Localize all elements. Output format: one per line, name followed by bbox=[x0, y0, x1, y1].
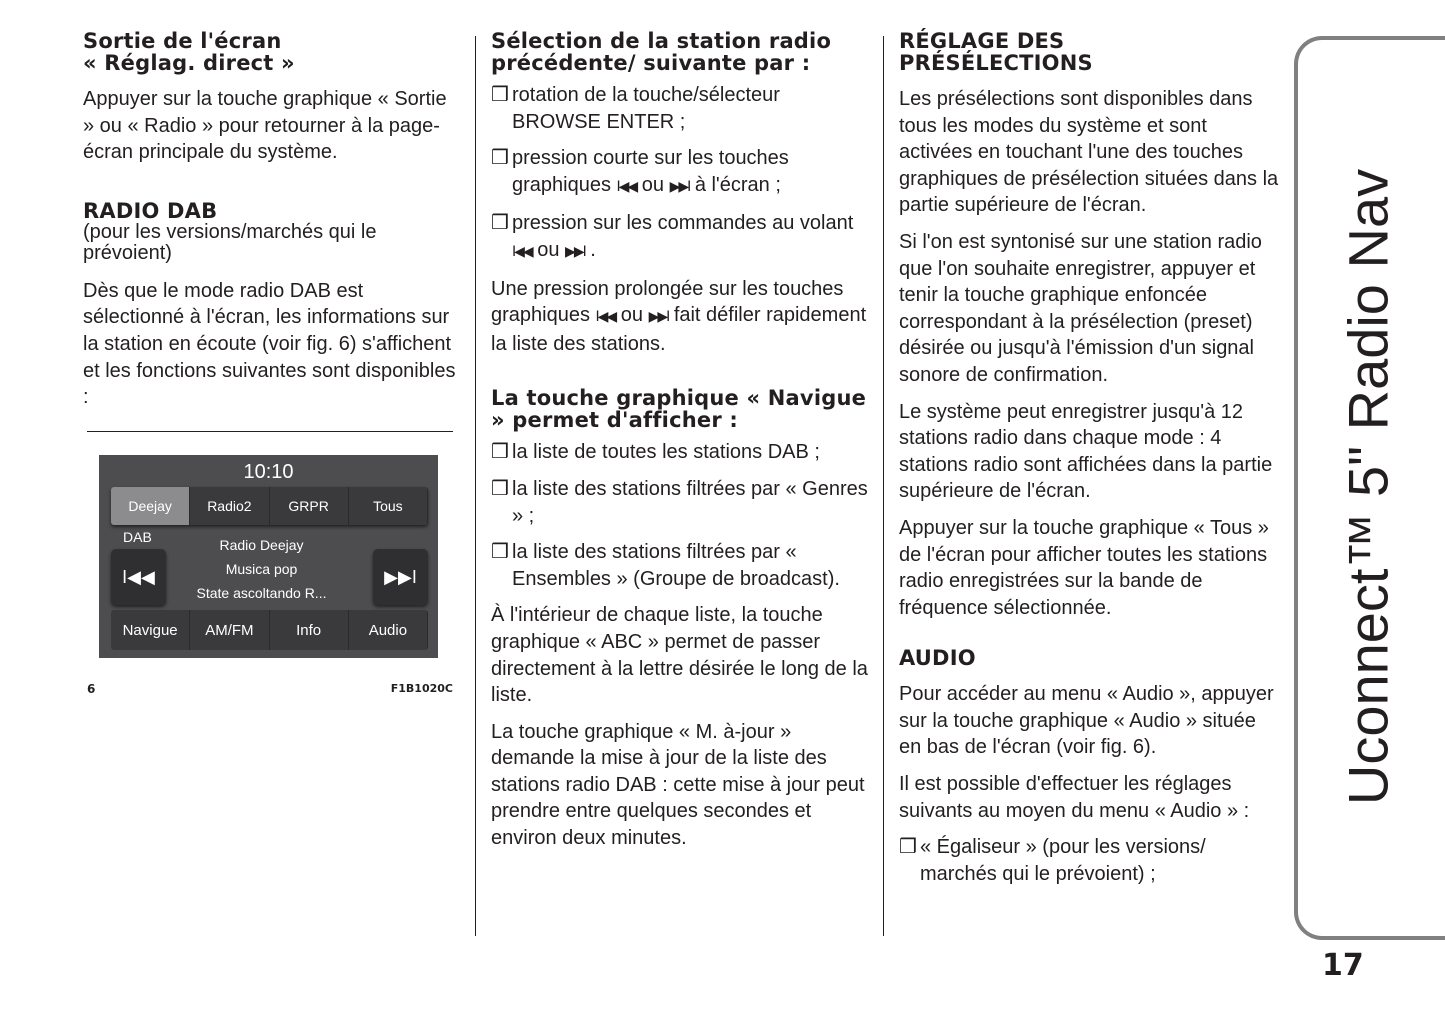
next-icon: ▶▶I bbox=[565, 243, 585, 260]
paragraph: Les présélections sont disponibles dans tous les modes du système et sont activées en touchant l'une des touches graphiques de présélection situées dans la partie supérieure de l'écran. bbox=[899, 88, 1279, 217]
list-item: ❒ la liste de toutes les stations DAB ; bbox=[491, 439, 871, 466]
paragraph: Appuyer sur la touche graphique « Sortie » ou « Radio » pour retourner à la page-écran principale du système. bbox=[83, 88, 447, 164]
bullet-list bbox=[899, 834, 1279, 887]
list-item: ❒ « Égaliseur » (pour les versions/ marchés qui le prévoient) ; bbox=[899, 836, 1206, 885]
section-heading-navigue: La touche graphique « Navigue » permet d'afficher : bbox=[491, 386, 867, 433]
menu-button: Audio bbox=[349, 610, 428, 650]
paragraph: Dès que le mode radio DAB est sélectionné à l'écran, les informations sur la station en écoute (voir fig. 6) s'affichent et les fonctions suivantes sont disponibles : bbox=[83, 279, 456, 409]
heading-line-2: « Réglag. direct » bbox=[83, 51, 295, 75]
list-item: ❒ pression sur les commandes au volant I◀◀ ou ▶▶I . bbox=[491, 212, 854, 261]
section-heading-presets: RÉGLAGE DES PRÉSÉLECTIONS bbox=[899, 29, 1093, 75]
chapter-title: Uconnect™ 5" Radio Nav bbox=[1336, 168, 1400, 806]
figure-number: 6 bbox=[87, 682, 96, 696]
list-item: ❒ rotation de la touche/sélecteur BROWSE ENTER ; bbox=[491, 84, 780, 133]
paragraph: Si l'on est syntonisé sur une station radio que l'on souhaite enregistrer, appuyer et tenir la touche graphique enfoncée correspondant à la présélection (preset) désirée ou jusqu'à l'émission d'un signal sonore de confirmation. bbox=[899, 230, 1262, 386]
menu-button: Info bbox=[270, 610, 349, 650]
station-text: State ascoltando R... bbox=[196, 585, 327, 601]
figure-rule bbox=[87, 431, 453, 432]
list-item: ❒ la liste des stations filtrées par « Ensembles » (Groupe de broadcast). bbox=[491, 541, 840, 590]
clock: 10:10 bbox=[243, 461, 294, 483]
subtitle: (pour les versions/marchés qui le prévoient) bbox=[83, 220, 377, 264]
preset-tab: Deejay bbox=[111, 487, 190, 525]
checkbox-bullet-icon: ❒ bbox=[491, 212, 509, 235]
figure-code: F1B1020C bbox=[390, 682, 453, 695]
list-item: ❒ la liste des stations filtrées par « Genres » ; bbox=[491, 477, 868, 527]
preset-tab: GRPR bbox=[270, 487, 349, 525]
section-heading-audio: AUDIO bbox=[899, 646, 976, 671]
column-divider bbox=[475, 36, 476, 936]
checkbox-bullet-icon: ❒ bbox=[899, 836, 917, 859]
bottom-menu bbox=[111, 610, 428, 650]
band-label: DAB bbox=[123, 529, 152, 545]
previous-icon: I◀◀ bbox=[616, 178, 637, 195]
bullet-list bbox=[491, 439, 871, 592]
preset-tab: Tous bbox=[349, 487, 428, 525]
station-genre: Musica pop bbox=[225, 561, 298, 577]
next-icon: ▶▶I bbox=[669, 178, 690, 195]
checkbox-bullet-icon: ❒ bbox=[491, 477, 509, 500]
section-heading-selection: Sélection de la station radio précédente/ suivante par : bbox=[491, 29, 832, 75]
column-1 bbox=[83, 30, 458, 421]
radio-screen-figure bbox=[99, 455, 438, 658]
checkbox-bullet-icon: ❒ bbox=[491, 84, 509, 106]
next-icon: ▶▶I bbox=[648, 309, 669, 326]
heading-line-1: Sortie de l'écran bbox=[83, 29, 282, 53]
column-2 bbox=[491, 30, 871, 862]
page-number: 17 bbox=[1322, 948, 1364, 983]
column-3 bbox=[899, 30, 1279, 897]
section-heading-exit bbox=[83, 30, 458, 74]
checkbox-bullet-icon: ❒ bbox=[491, 441, 509, 464]
previous-icon: I◀◀ bbox=[512, 243, 532, 260]
previous-icon: I◀◀ bbox=[595, 309, 616, 326]
list-item: ❒ pression courte sur les touches graphiques I◀◀ ou ▶▶I à l'écran ; bbox=[491, 147, 789, 196]
menu-button: AM/FM bbox=[190, 610, 269, 650]
station-name: Radio Deejay bbox=[219, 537, 304, 553]
paragraph: Une pression prolongée sur les touches graphiques I◀◀ ou ▶▶I fait défiler rapidement la liste des stations. bbox=[491, 277, 867, 355]
paragraph: Le système peut enregistrer jusqu'à 12 stations radio dans chaque mode : 4 stations radio sont affichées dans la partie supérieure de l'écran. bbox=[899, 400, 1273, 503]
paragraph: À l'intérieur de chaque liste, la touche graphique « ABC » permet de passer directement à la lettre désirée le long de la liste. bbox=[491, 604, 868, 707]
menu-button: Navigue bbox=[111, 610, 190, 650]
previous-station-icon: I◀◀ bbox=[111, 549, 166, 605]
paragraph: La touche graphique « M. à-jour » demande la mise à jour de la liste des stations radio DAB : cette mise à jour peut prendre entre quelques secondes et environ deux minutes. bbox=[491, 720, 865, 850]
paragraph: Il est possible d'effectuer les réglages suivants au moyen du menu « Audio » : bbox=[899, 773, 1250, 822]
preset-tabs bbox=[111, 487, 428, 525]
checkbox-bullet-icon: ❒ bbox=[491, 147, 509, 170]
paragraph: Appuyer sur la touche graphique « Tous » de l'écran pour afficher toutes les stations radio enregistrées sur la bande de fréquence sélectionnée. bbox=[899, 516, 1269, 619]
next-station-icon: ▶▶I bbox=[373, 549, 428, 605]
bullet-list bbox=[491, 82, 871, 266]
preset-tab: Radio2 bbox=[190, 487, 269, 525]
paragraph: Pour accéder au menu « Audio », appuyer sur la touche graphique « Audio » située en bas de l'écran (voir fig. 6). bbox=[899, 683, 1274, 759]
checkbox-bullet-icon: ❒ bbox=[491, 541, 509, 564]
section-heading-radio-dab: RADIO DAB bbox=[83, 198, 218, 223]
column-divider bbox=[883, 36, 884, 936]
